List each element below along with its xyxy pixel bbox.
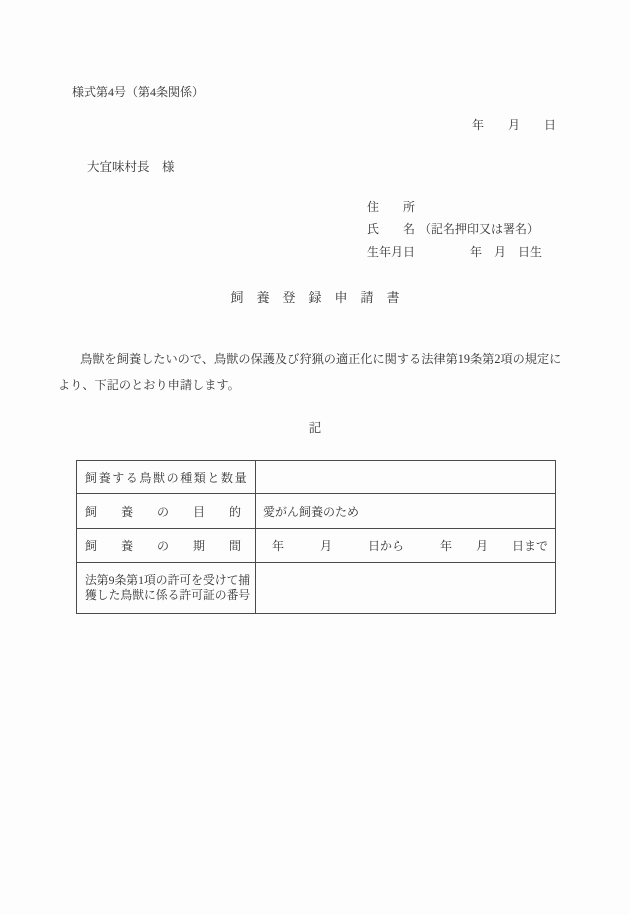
table-row-species [77,461,556,494]
permit-label-line-2: 獲した鳥獣に係る許可証の番号 [85,588,251,602]
row-label-permit-number [77,563,256,614]
record-mark: 記 [308,421,322,435]
birthdate-value: 年 月 日生 [470,244,543,259]
applicant-birthdate-row [367,241,542,263]
table-row-period [77,529,556,563]
name-label: 氏 名 [367,222,416,237]
addressee: 大宜味村長 様 [87,160,175,174]
birthdate-label: 生年月日 [367,244,416,259]
row-label-period: 飼 養 の 期 間 [77,529,256,563]
table-row-permit-number [77,563,556,614]
row-value-period: 年 月 日から 年 月 日まで [256,529,556,563]
applicant-address-row [367,196,542,218]
body-line-2: より、下記のとおり申請します。 [58,378,240,392]
row-label-purpose: 飼 養 の 目 的 [77,494,256,529]
application-table [76,460,556,614]
row-value-permit-number [256,563,556,614]
date-line: 年 月 日 [471,118,556,132]
table-row-purpose [77,494,556,529]
permit-label-line-1: 法第9条第1項の許可を受けて捕 [85,572,251,587]
applicant-name-row [367,218,542,240]
body-line-1: 鳥獣を飼養したいので、鳥獣の保護及び狩猟の適正化に関する法律第19条第2項の規定に [68,352,562,366]
document-title: 飼 養 登 録 申 請 書 [230,290,400,305]
row-label-species: 飼養する鳥獣の種類と数量 [77,461,256,494]
name-note: （記名押印又は署名） [419,222,540,237]
row-value-species [256,461,556,494]
address-label: 住 所 [367,200,416,214]
form-number: 様式第4号（第4条関係） [72,85,205,99]
applicant-info [367,196,542,263]
body-paragraph [58,346,568,398]
row-value-purpose: 愛がん飼養のため [256,494,556,529]
